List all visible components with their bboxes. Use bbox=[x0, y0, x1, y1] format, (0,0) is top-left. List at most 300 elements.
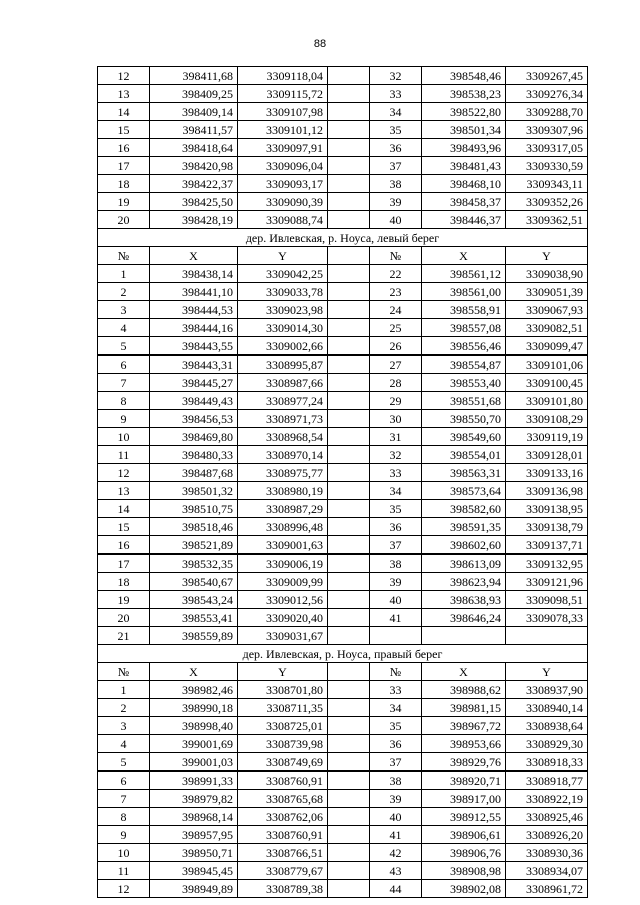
spacer-cell bbox=[328, 627, 370, 645]
table-cell: 4 bbox=[98, 319, 150, 337]
column-header: X bbox=[422, 663, 506, 681]
table-cell: 37 bbox=[370, 753, 422, 772]
table-cell: 398557,08 bbox=[422, 319, 506, 337]
table-cell: 398532,35 bbox=[150, 554, 238, 573]
table-cell: 38 bbox=[370, 771, 422, 790]
table-cell: 398418,64 bbox=[150, 139, 238, 157]
table-cell: 3309352,26 bbox=[506, 193, 588, 211]
spacer-cell bbox=[328, 337, 370, 356]
spacer-cell bbox=[328, 319, 370, 337]
table-cell: 3309118,04 bbox=[238, 67, 328, 85]
spacer-cell bbox=[328, 790, 370, 808]
table-cell: 3308725,01 bbox=[238, 717, 328, 735]
table-cell: 13 bbox=[98, 482, 150, 500]
table-cell: 398556,46 bbox=[422, 337, 506, 356]
spacer-cell bbox=[328, 663, 370, 681]
spacer-cell bbox=[328, 500, 370, 518]
table-row bbox=[98, 211, 588, 229]
table-cell: 398998,40 bbox=[150, 717, 238, 735]
table-row bbox=[98, 374, 588, 392]
table-cell: 398425,50 bbox=[150, 193, 238, 211]
table-row bbox=[98, 428, 588, 446]
table-cell: 3309078,33 bbox=[506, 609, 588, 627]
table-cell: 3308968,54 bbox=[238, 428, 328, 446]
table-cell: 398906,61 bbox=[422, 826, 506, 844]
table-cell: 398481,43 bbox=[422, 157, 506, 175]
table-cell bbox=[506, 627, 588, 645]
table-cell: 398469,80 bbox=[150, 428, 238, 446]
table-cell: 33 bbox=[370, 681, 422, 699]
table-cell: 398409,14 bbox=[150, 103, 238, 121]
table-cell: 3309138,95 bbox=[506, 500, 588, 518]
table-cell: 3308937,90 bbox=[506, 681, 588, 699]
table-cell: 3309288,70 bbox=[506, 103, 588, 121]
table-cell: 398521,89 bbox=[150, 536, 238, 555]
table-cell: 5 bbox=[98, 337, 150, 356]
table-cell: 3308970,14 bbox=[238, 446, 328, 464]
table-cell: 398559,89 bbox=[150, 627, 238, 645]
column-header: Y bbox=[238, 663, 328, 681]
spacer-cell bbox=[328, 771, 370, 790]
table-cell: 1 bbox=[98, 681, 150, 699]
table-cell: 3308711,35 bbox=[238, 699, 328, 717]
table-row bbox=[98, 808, 588, 826]
table-cell: 3308779,67 bbox=[238, 862, 328, 880]
spacer-cell bbox=[328, 265, 370, 283]
spacer-cell bbox=[328, 374, 370, 392]
table-cell: 11 bbox=[98, 446, 150, 464]
column-header: № bbox=[98, 663, 150, 681]
table-cell: 3309101,80 bbox=[506, 392, 588, 410]
table-cell: 398420,98 bbox=[150, 157, 238, 175]
table-cell: 398449,43 bbox=[150, 392, 238, 410]
table-cell: 33 bbox=[370, 85, 422, 103]
table-cell: 398981,15 bbox=[422, 699, 506, 717]
table-cell: 32 bbox=[370, 67, 422, 85]
table-row bbox=[98, 627, 588, 645]
table-cell: 37 bbox=[370, 157, 422, 175]
table-cell: 39 bbox=[370, 573, 422, 591]
table-cell: 3309330,59 bbox=[506, 157, 588, 175]
spacer-cell bbox=[328, 392, 370, 410]
table-row bbox=[98, 410, 588, 428]
column-header: № bbox=[98, 247, 150, 265]
table-cell: 10 bbox=[98, 428, 150, 446]
table-cell: 8 bbox=[98, 808, 150, 826]
spacer-cell bbox=[328, 735, 370, 753]
table-cell: 3309119,19 bbox=[506, 428, 588, 446]
table-row bbox=[98, 753, 588, 772]
table-cell: 398493,96 bbox=[422, 139, 506, 157]
table-cell: 398917,00 bbox=[422, 790, 506, 808]
table-cell: 398550,70 bbox=[422, 410, 506, 428]
table-cell: 3309009,99 bbox=[238, 573, 328, 591]
table-cell: 3309099,47 bbox=[506, 337, 588, 356]
table-cell: 14 bbox=[98, 103, 150, 121]
table-cell: 7 bbox=[98, 374, 150, 392]
table-cell: 9 bbox=[98, 826, 150, 844]
table-cell: 398591,35 bbox=[422, 518, 506, 536]
table-cell: 10 bbox=[98, 844, 150, 862]
table-cell: 3309020,40 bbox=[238, 609, 328, 627]
table-cell: 3309051,39 bbox=[506, 283, 588, 301]
table-cell: 398501,32 bbox=[150, 482, 238, 500]
table-cell: 398990,18 bbox=[150, 699, 238, 717]
table-cell: 38 bbox=[370, 554, 422, 573]
table-cell: 398445,27 bbox=[150, 374, 238, 392]
table-cell: 39 bbox=[370, 790, 422, 808]
spacer-cell bbox=[328, 283, 370, 301]
spacer-cell bbox=[328, 826, 370, 844]
table-row bbox=[98, 862, 588, 880]
table-cell: 3309097,91 bbox=[238, 139, 328, 157]
table-cell: 6 bbox=[98, 355, 150, 374]
table-cell: 398443,31 bbox=[150, 355, 238, 374]
table-cell: 398441,10 bbox=[150, 283, 238, 301]
table-cell: 398561,12 bbox=[422, 265, 506, 283]
table-cell: 3308934,07 bbox=[506, 862, 588, 880]
table-cell: 27 bbox=[370, 355, 422, 374]
column-header: Y bbox=[506, 247, 588, 265]
table-cell: 398967,72 bbox=[422, 717, 506, 735]
table-cell: 3308996,48 bbox=[238, 518, 328, 536]
table-cell: 3308930,36 bbox=[506, 844, 588, 862]
spacer-cell bbox=[328, 355, 370, 374]
column-header: № bbox=[370, 663, 422, 681]
table-cell: 15 bbox=[98, 518, 150, 536]
table-cell: 3309001,63 bbox=[238, 536, 328, 555]
table-cell: 14 bbox=[98, 500, 150, 518]
table-row bbox=[98, 103, 588, 121]
table-cell: 398411,57 bbox=[150, 121, 238, 139]
column-header: № bbox=[370, 247, 422, 265]
table-cell: 36 bbox=[370, 139, 422, 157]
table-row bbox=[98, 609, 588, 627]
table-cell: 398949,89 bbox=[150, 880, 238, 898]
table-cell: 28 bbox=[370, 374, 422, 392]
table-row bbox=[98, 554, 588, 573]
table-cell: 398428,19 bbox=[150, 211, 238, 229]
table-row bbox=[98, 844, 588, 862]
table-cell: 398573,64 bbox=[422, 482, 506, 500]
table-cell: 20 bbox=[98, 211, 150, 229]
table-cell: 3308760,91 bbox=[238, 771, 328, 790]
table-cell: 12 bbox=[98, 880, 150, 898]
table-cell: 22 bbox=[370, 265, 422, 283]
section-title-row bbox=[98, 645, 588, 663]
table-cell: 43 bbox=[370, 862, 422, 880]
table-cell: 11 bbox=[98, 862, 150, 880]
table-cell: 398540,67 bbox=[150, 573, 238, 591]
spacer-cell bbox=[328, 808, 370, 826]
table-row bbox=[98, 355, 588, 374]
table-row bbox=[98, 392, 588, 410]
table-cell: 3308760,91 bbox=[238, 826, 328, 844]
table-cell: 3309307,96 bbox=[506, 121, 588, 139]
table-cell: 3 bbox=[98, 301, 150, 319]
column-header: Y bbox=[238, 247, 328, 265]
table-cell: 3309108,29 bbox=[506, 410, 588, 428]
table-row bbox=[98, 536, 588, 555]
spacer-cell bbox=[328, 410, 370, 428]
table-row bbox=[98, 518, 588, 536]
table-cell: 3308961,72 bbox=[506, 880, 588, 898]
table-cell: 3309267,45 bbox=[506, 67, 588, 85]
table-row bbox=[98, 735, 588, 753]
table-cell: 3308701,80 bbox=[238, 681, 328, 699]
table-cell: 3308926,20 bbox=[506, 826, 588, 844]
table-row bbox=[98, 67, 588, 85]
table-row bbox=[98, 193, 588, 211]
spacer-cell bbox=[328, 717, 370, 735]
table-cell: 399001,69 bbox=[150, 735, 238, 753]
table-cell: 44 bbox=[370, 880, 422, 898]
spacer-cell bbox=[328, 518, 370, 536]
table-cell: 398438,14 bbox=[150, 265, 238, 283]
spacer-cell bbox=[328, 193, 370, 211]
table-cell: 398468,10 bbox=[422, 175, 506, 193]
table-cell: 16 bbox=[98, 139, 150, 157]
table-cell: 3309098,51 bbox=[506, 591, 588, 609]
spacer-cell bbox=[328, 609, 370, 627]
spacer-cell bbox=[328, 536, 370, 555]
table-cell: 38 bbox=[370, 175, 422, 193]
table-row bbox=[98, 591, 588, 609]
coordinates-table bbox=[97, 66, 588, 898]
spacer-cell bbox=[328, 85, 370, 103]
table-cell: 398444,16 bbox=[150, 319, 238, 337]
table-cell: 3308749,69 bbox=[238, 753, 328, 772]
table-cell: 3309107,98 bbox=[238, 103, 328, 121]
table-cell: 3309100,45 bbox=[506, 374, 588, 392]
table-cell: 398443,55 bbox=[150, 337, 238, 356]
table-row bbox=[98, 139, 588, 157]
table-cell bbox=[370, 627, 422, 645]
table-cell: 8 bbox=[98, 392, 150, 410]
table-cell: 398582,60 bbox=[422, 500, 506, 518]
table-cell: 3309012,56 bbox=[238, 591, 328, 609]
table-cell: 3308938,64 bbox=[506, 717, 588, 735]
table-cell: 3309101,06 bbox=[506, 355, 588, 374]
table-cell: 398945,45 bbox=[150, 862, 238, 880]
spacer-cell bbox=[328, 301, 370, 319]
spacer-cell bbox=[328, 247, 370, 265]
spacer-cell bbox=[328, 464, 370, 482]
spacer-cell bbox=[328, 591, 370, 609]
table-cell: 398950,71 bbox=[150, 844, 238, 862]
table-cell: 30 bbox=[370, 410, 422, 428]
table-cell: 3308762,06 bbox=[238, 808, 328, 826]
table-cell: 9 bbox=[98, 410, 150, 428]
table-row bbox=[98, 482, 588, 500]
table-cell: 35 bbox=[370, 717, 422, 735]
table-cell: 3308940,14 bbox=[506, 699, 588, 717]
table-cell: 398920,71 bbox=[422, 771, 506, 790]
table-cell: 36 bbox=[370, 518, 422, 536]
spacer-cell bbox=[328, 844, 370, 862]
table-cell: 21 bbox=[98, 627, 150, 645]
table-cell: 17 bbox=[98, 157, 150, 175]
table-cell: 1 bbox=[98, 265, 150, 283]
table-cell: 3308995,87 bbox=[238, 355, 328, 374]
table-cell: 3309101,12 bbox=[238, 121, 328, 139]
table-cell: 3309067,93 bbox=[506, 301, 588, 319]
table-cell: 398988,62 bbox=[422, 681, 506, 699]
table-row bbox=[98, 265, 588, 283]
spacer-cell bbox=[328, 157, 370, 175]
table-cell: 3308918,77 bbox=[506, 771, 588, 790]
table-cell: 3308975,77 bbox=[238, 464, 328, 482]
table-cell: 398558,91 bbox=[422, 301, 506, 319]
table-cell: 3309138,79 bbox=[506, 518, 588, 536]
table-cell: 3309082,51 bbox=[506, 319, 588, 337]
table-cell: 398554,01 bbox=[422, 446, 506, 464]
spacer-cell bbox=[328, 428, 370, 446]
table-cell: 34 bbox=[370, 482, 422, 500]
table-cell: 398908,98 bbox=[422, 862, 506, 880]
table-row bbox=[98, 446, 588, 464]
table-cell: 398522,80 bbox=[422, 103, 506, 121]
table-cell: 3308789,38 bbox=[238, 880, 328, 898]
table-cell: 13 bbox=[98, 85, 150, 103]
table-cell: 3309362,51 bbox=[506, 211, 588, 229]
table-row bbox=[98, 85, 588, 103]
table-cell: 40 bbox=[370, 211, 422, 229]
table-cell: 19 bbox=[98, 193, 150, 211]
table-cell: 26 bbox=[370, 337, 422, 356]
table-cell: 398422,37 bbox=[150, 175, 238, 193]
table-row bbox=[98, 319, 588, 337]
table-cell: 3309031,67 bbox=[238, 627, 328, 645]
table-cell: 7 bbox=[98, 790, 150, 808]
table-cell: 398991,33 bbox=[150, 771, 238, 790]
table-cell: 398487,68 bbox=[150, 464, 238, 482]
table-row bbox=[98, 699, 588, 717]
spacer-cell bbox=[328, 699, 370, 717]
table-row bbox=[98, 175, 588, 193]
table-cell: 20 bbox=[98, 609, 150, 627]
table-cell: 398561,00 bbox=[422, 283, 506, 301]
table-cell: 3309023,98 bbox=[238, 301, 328, 319]
spacer-cell bbox=[328, 880, 370, 898]
table-cell: 12 bbox=[98, 67, 150, 85]
table-cell: 3309006,19 bbox=[238, 554, 328, 573]
table-cell: 3309042,25 bbox=[238, 265, 328, 283]
table-header-row bbox=[98, 663, 588, 681]
table-cell: 3308739,98 bbox=[238, 735, 328, 753]
table-cell: 6 bbox=[98, 771, 150, 790]
table-cell: 398982,46 bbox=[150, 681, 238, 699]
table-cell: 398912,55 bbox=[422, 808, 506, 826]
table-cell: 3308922,19 bbox=[506, 790, 588, 808]
table-cell: 18 bbox=[98, 175, 150, 193]
table-cell: 398902,08 bbox=[422, 880, 506, 898]
table-cell: 19 bbox=[98, 591, 150, 609]
table-cell: 398444,53 bbox=[150, 301, 238, 319]
table-row bbox=[98, 283, 588, 301]
table-cell: 3309033,78 bbox=[238, 283, 328, 301]
spacer-cell bbox=[328, 554, 370, 573]
table-cell: 37 bbox=[370, 536, 422, 555]
table-cell: 23 bbox=[370, 283, 422, 301]
table-row bbox=[98, 880, 588, 898]
table-cell: 3309088,74 bbox=[238, 211, 328, 229]
table-cell: 398501,34 bbox=[422, 121, 506, 139]
spacer-cell bbox=[328, 681, 370, 699]
table-cell: 36 bbox=[370, 735, 422, 753]
table-cell: 34 bbox=[370, 699, 422, 717]
table-cell: 3308925,46 bbox=[506, 808, 588, 826]
table-cell: 3309121,96 bbox=[506, 573, 588, 591]
table-cell: 35 bbox=[370, 121, 422, 139]
table-cell: 4 bbox=[98, 735, 150, 753]
table-cell: 40 bbox=[370, 808, 422, 826]
column-header: X bbox=[150, 247, 238, 265]
table-row bbox=[98, 500, 588, 518]
table-row bbox=[98, 717, 588, 735]
table-cell: 12 bbox=[98, 464, 150, 482]
spacer-cell bbox=[328, 67, 370, 85]
table-cell: 33 bbox=[370, 464, 422, 482]
table-cell: 398957,95 bbox=[150, 826, 238, 844]
table-cell: 5 bbox=[98, 753, 150, 772]
table-cell: 398638,93 bbox=[422, 591, 506, 609]
table-cell: 398456,53 bbox=[150, 410, 238, 428]
table-cell: 3308971,73 bbox=[238, 410, 328, 428]
table-cell: 398554,87 bbox=[422, 355, 506, 374]
table-cell: 3308929,30 bbox=[506, 735, 588, 753]
table-cell: 3308765,68 bbox=[238, 790, 328, 808]
table-cell: 398553,40 bbox=[422, 374, 506, 392]
table-cell: 2 bbox=[98, 283, 150, 301]
table-cell: 3309317,05 bbox=[506, 139, 588, 157]
table-cell: 3309093,17 bbox=[238, 175, 328, 193]
table-cell: 16 bbox=[98, 536, 150, 555]
table-cell: 398538,23 bbox=[422, 85, 506, 103]
table-cell: 24 bbox=[370, 301, 422, 319]
table-cell: 32 bbox=[370, 446, 422, 464]
table-cell bbox=[422, 627, 506, 645]
column-header: X bbox=[422, 247, 506, 265]
section-title-row bbox=[98, 229, 588, 247]
spacer-cell bbox=[328, 175, 370, 193]
table-cell: 399001,03 bbox=[150, 753, 238, 772]
table-row bbox=[98, 573, 588, 591]
table-cell: 25 bbox=[370, 319, 422, 337]
spacer-cell bbox=[328, 573, 370, 591]
table-cell: 17 bbox=[98, 554, 150, 573]
spacer-cell bbox=[328, 446, 370, 464]
table-cell: 18 bbox=[98, 573, 150, 591]
table-row bbox=[98, 301, 588, 319]
table-cell: 398480,33 bbox=[150, 446, 238, 464]
column-header: X bbox=[150, 663, 238, 681]
spacer-cell bbox=[328, 862, 370, 880]
table-cell: 398646,24 bbox=[422, 609, 506, 627]
spacer-cell bbox=[328, 482, 370, 500]
table-cell: 398510,75 bbox=[150, 500, 238, 518]
table-cell: 398553,41 bbox=[150, 609, 238, 627]
section-title: дер. Ивлевская, р. Ноуса, левый берег bbox=[98, 229, 588, 247]
table-row bbox=[98, 826, 588, 844]
table-cell: 398409,25 bbox=[150, 85, 238, 103]
table-cell: 398613,09 bbox=[422, 554, 506, 573]
table-cell: 398518,46 bbox=[150, 518, 238, 536]
table-cell: 34 bbox=[370, 103, 422, 121]
table-row bbox=[98, 157, 588, 175]
table-cell: 40 bbox=[370, 591, 422, 609]
table-cell: 41 bbox=[370, 826, 422, 844]
